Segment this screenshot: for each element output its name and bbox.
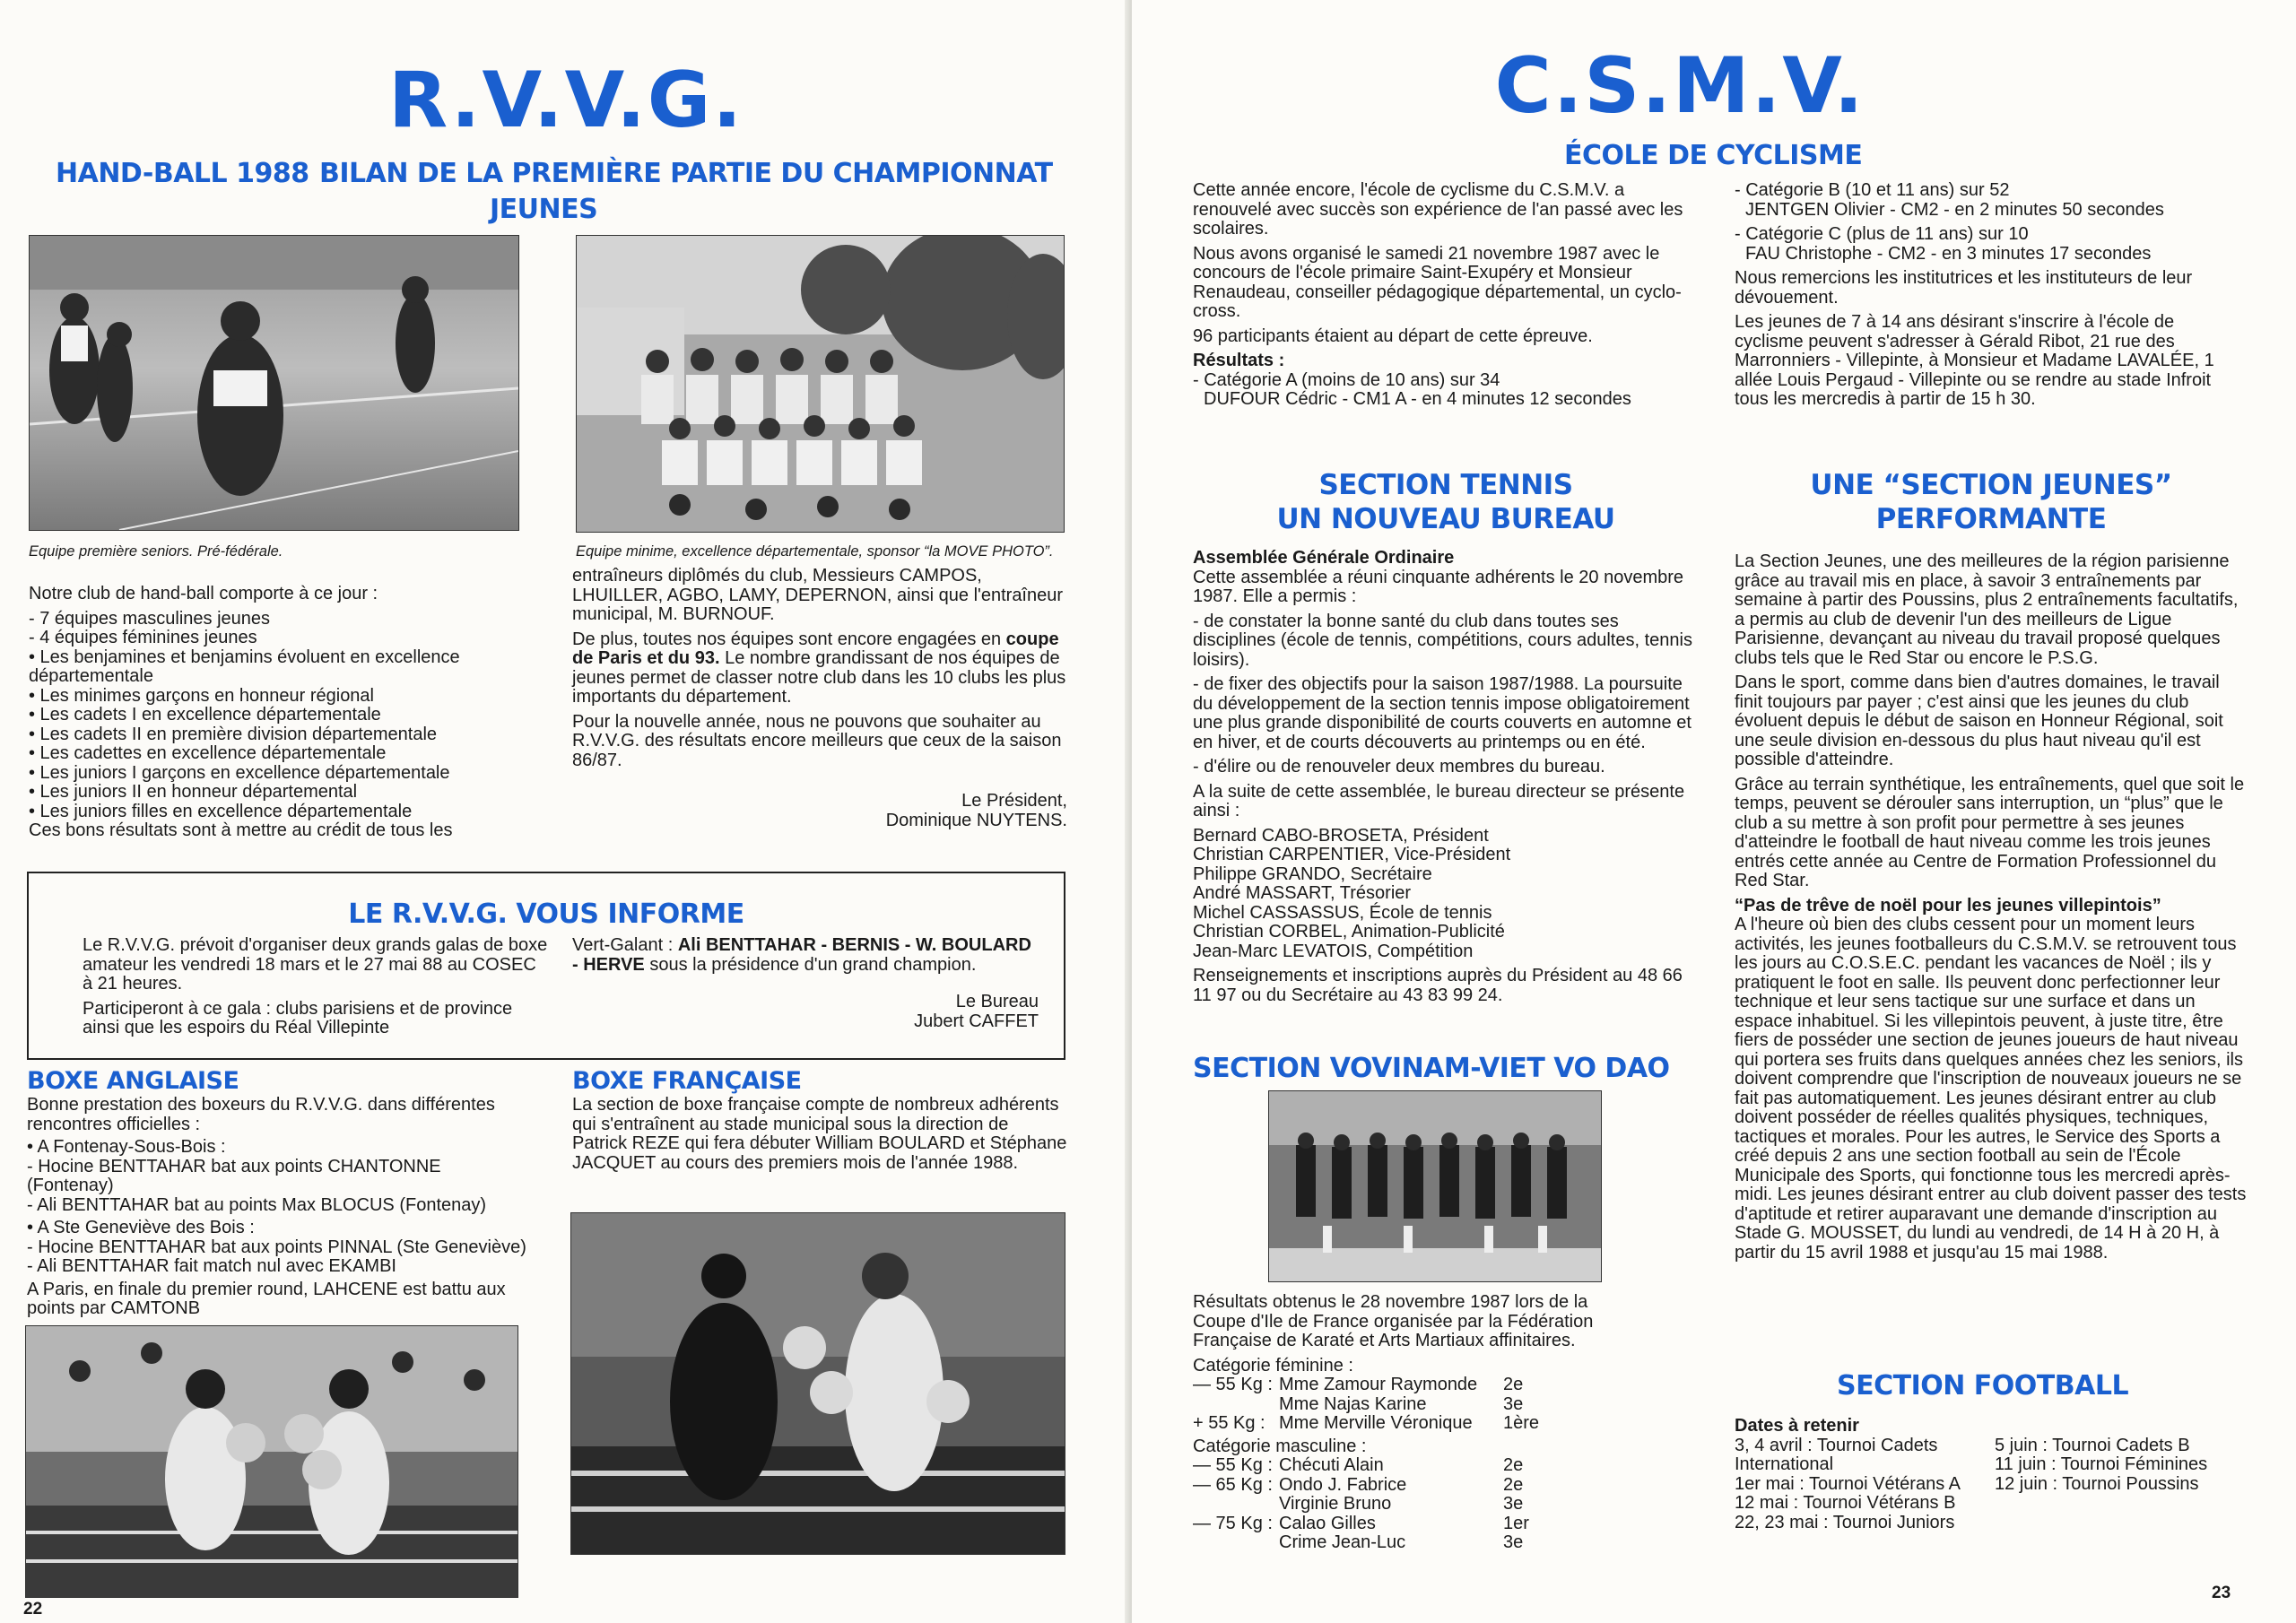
handball-signature [572,792,1067,830]
weight-class: — 65 Kg : [1193,1474,1273,1495]
athlete-name: Crime Jean-Luc [1279,1532,1406,1552]
athlete-name: Calao Gilles [1279,1513,1376,1533]
list-item: Jean-Marc LEVATOIS, Compétition [1193,941,1474,961]
boxe-anglaise-title: BOXE ANGLAISE [27,1067,239,1095]
vovinam-results-intro: Résultats obtenus le 28 novembre 1987 lors de la Coupe d'Ile de France organisée par la Fédération Française de Karaté et Arts Martiaux affinitaires. [1193,1292,1594,1350]
cyclisme-cyclocross: Nous avons organisé le samedi 21 novembre 1987 avec le concours de l'école primaire Saint-Exupéry et Monsieur Renaudeau, conseiller pédagogique départemental, un cyclo-cross. [1193,243,1682,321]
tennis-section [1193,549,1695,1011]
football-dates-col-2 [1995,1436,2255,1533]
info-vert-galant [572,936,1039,975]
list-item: 12 juin : Tournoi Poussins [1995,1473,2199,1494]
vert-galant-label: Vert-Galant : [572,935,678,955]
photo1-caption: Equipe première seniors. Pré-fédérale. [29,543,283,560]
cyclisme-registration: Les jeunes de 7 à 14 ans désirant s'inscrire à l'école de cyclisme peuvent s'adresser à Gérald Ribot, 21 rue des Marronniers - Villepinte, à Monsieur et Madame LAVALÉE, 1 allée Louis Pergaud - Villepinte ou se rendre au stade Infroit tous les mercredis à partir de 15 h 30. [1735,312,2214,409]
rank: 1er [1503,1513,1529,1533]
rvvg-info-box [27,872,1065,1060]
cyclisme-thanks: Nous remercions les institutrices et les instituteurs de leur dévouement. [1735,268,2193,308]
cyclisme-participants: 96 participants étaient au départ de cette épreuve. [1193,325,1593,346]
handball-match-photo [29,235,519,531]
boxe-francaise-title: BOXE FRANÇAISE [572,1067,802,1095]
weight-class [1193,1495,1279,1515]
boxe-anglaise-line: A Paris, en finale du premier round, LAHCENE est battu aux points par CAMTONB [27,1279,506,1318]
table-row [1193,1476,1641,1496]
info-col-1 [83,936,549,1044]
weight-class [1193,1395,1279,1415]
rank: 3e [1503,1494,1524,1514]
info-col-2 [572,936,1039,1031]
info-gala-dates: Le R.V.V.G. prévoit d'organiser deux grands galas de boxe amateur les vendredi 18 mars et le 27 mai 88 au COSEC à 21 heures. [83,935,548,994]
list-item: Bernard CABO-BROSETA, Président [1193,825,1489,846]
cyclisme-result-c-winner: FAU Christophe - CM2 - en 3 minutes 17 secondes [1745,243,2152,264]
football-dates-col-1 [1735,1436,1995,1533]
list-item: - 4 équipes féminines jeunes [29,628,257,647]
table-row [1193,1414,1641,1434]
cyclisme-column-2 [1735,181,2246,415]
list-item: 22, 23 mai : Tournoi Juniors [1735,1512,1955,1532]
football-section [1735,1417,2255,1532]
list-item: 3, 4 avril : Tournoi Cadets International [1735,1435,1938,1474]
handball-coupe-paragraph [572,630,1067,707]
info-signature [572,993,1039,1031]
tennis-title-line-2: UN NOUVEAU BUREAU [1276,503,1615,535]
table-row [1193,1376,1641,1395]
jeunes-subtitle: “Pas de trêve de noël pour les jeunes villepintois” [1735,895,2161,916]
boxe-anglaise-line: - Hocine BENTTAHAR bat aux points CHANTONNE (Fontenay) [27,1156,441,1195]
cyclisme-column-1 [1193,181,1695,410]
list-item: • Les cadets II en première division départementale [29,724,438,744]
rank: 3e [1503,1393,1524,1414]
list-item: • Les juniors II en honneur départemental [29,782,358,802]
boxing-photo-left [25,1325,518,1598]
tennis-bureau-intro: A la suite de cette assemblée, le bureau directeur se présente ainsi : [1193,781,1685,820]
csmv-title: C.S.M.V. [1494,41,1866,131]
handball-column-1 [29,585,531,846]
left-page [0,0,1132,1623]
list-item: • Les juniors I garçons en excellence départementale [29,762,450,783]
coupe-text-c: Le nombre grandissant de nos équipes de jeunes permet de classer notre club dans les 10 clubs les plus importants du département. [572,648,1066,707]
vovinam-female-label: Catégorie féminine : [1193,1355,1353,1376]
boxe-anglaise-line: - Ali BENTTAHAR fait match nul avec EKAMBI [27,1256,396,1276]
weight-class: — 75 Kg : [1193,1513,1273,1533]
list-item: - 7 équipes masculines jeunes [29,608,271,629]
rank: 3e [1503,1532,1524,1552]
athlete-name: Mme Najas Karine [1279,1393,1427,1414]
table-row [1193,1456,1641,1476]
list-item: Christian CORBEL, Animation-Publicité [1193,922,1505,942]
minime-team-image [577,236,1064,532]
handball-headline-c: JEUNES [490,194,598,225]
photo2-caption: Equipe minime, excellence départementale, sponsor “la MOVE PHOTO”. [576,543,1054,560]
cyclisme-results-label: Résultats : [1193,351,1285,370]
athlete-name: Mme Zamour Raymonde [1279,1375,1478,1394]
boxe-francaise-text: La section de boxe française compte de nombreux adhérents qui s'entraînent au stade municipal sous la direction de Patrick REZE qui fera débuter William BOULARD et Stéphane JACQUET au cours des premiers mois de l'année 1988. [572,1095,1067,1173]
vovinam-title: SECTION VOVINAM-VIET VO DAO [1193,1053,1670,1084]
list-item: • Les cadettes en excellence départementale [29,743,387,763]
athlete-name: Chécuti Alain [1279,1455,1384,1475]
list-item: André MASSART, Trésorier [1193,883,1412,903]
vovinam-section [1193,1293,1641,1553]
info-participants: Participeront à ce gala : clubs parisiens et de province ainsi que les espoirs du Réal Villepinte [83,998,513,1037]
coupe-text-a: De plus, toutes nos équipes sont encore engagées en [572,629,1006,649]
jeunes-title-line-1: UNE “SECTION JEUNES” [1810,469,2172,501]
list-item: Christian CARPENTIER, Vice-Président [1193,845,1511,864]
boxe-anglaise-line: - Ali BENTTAHAR bat au points Max BLOCUS (Fontenay) [27,1194,487,1215]
list-item: • Les benjamines et benjamins évoluent en excellence départementale [29,647,460,686]
list-item: • Les juniors filles en excellence départementale [29,801,413,821]
football-dates [1735,1436,2255,1533]
tennis-title-line-1: SECTION TENNIS [1318,469,1573,501]
boxing-photo-right [570,1212,1065,1555]
list-item: Philippe GRANDO, Secrétaire [1193,864,1432,884]
table-row [1193,1533,1641,1553]
cyclisme-intro: Cette année encore, l'école de cyclisme du C.S.M.V. a renouvelé avec succès son expérience de l'an passé avec les scolaires. [1193,180,1683,239]
boxing-right-image [571,1213,1065,1554]
football-title: SECTION FOOTBALL [1837,1370,2129,1402]
vovinam-image [1269,1091,1601,1281]
jeunes-title-line-2: PERFORMANTE [1875,503,2107,535]
list-item: • Les minimes garçons en honneur régional [29,685,374,706]
table-row [1193,1515,1641,1534]
list-item: Michel CASSASSUS, École de tennis [1193,902,1492,923]
page-number-right: 23 [2212,1584,2231,1602]
athlete-name: Mme Merville Véronique [1279,1413,1473,1433]
tennis-contact: Renseignements et inscriptions auprès du Président au 48 66 11 97 ou du Secrétaire au 43 83 99 24. [1193,966,1683,1005]
tennis-point-3: - d'élire ou de renouveler deux membres du bureau. [1193,757,1605,777]
handball-match-image [30,236,518,530]
boxe-anglaise-line: - Hocine BENTTAHAR bat aux points PINNAL (Ste Geneviève) [27,1237,526,1257]
rvvg-title: R.V.V.G. [387,56,744,145]
jeunes-paragraph-3: Grâce au terrain synthétique, les entraînements, quel que soit le temps, peuvent se dérouler sans interruption, un “plus” que le club a su mettre à son profit pour permettre à ses jeunes d'atteindre le football de haut niveau comme les trois jeunes entrés cette année au Centre de Formation Professionnel du Red Star. [1735,774,2245,890]
tennis-title [1186,468,1706,536]
weight-class: — 55 Kg : [1193,1455,1273,1475]
list-item: 12 mai : Tournoi Vétérans B [1735,1493,1956,1513]
vovinam-team-photo [1268,1090,1602,1282]
table-row [1193,1495,1641,1515]
list-item: 5 juin : Tournoi Cadets B [1995,1435,2190,1455]
rank: 2e [1503,1474,1524,1495]
signature-title: Le Président, [961,791,1067,811]
vert-galant-boxers: Ali BENTTAHAR - BERNIS - W. BOULARD - HERVE [572,935,1031,975]
rank: 2e [1503,1375,1524,1394]
cyclisme-result-a-winner: DUFOUR Cédric - CM1 A - en 4 minutes 12 secondes [1204,389,1631,409]
info-signature-title: Le Bureau [955,992,1039,1011]
football-subtitle: Dates à retenir [1735,1416,1859,1436]
tennis-point-1: - de constater la bonne santé du club dans toutes ses disciplines (école de tennis, compétitions, cours adultes, tennis loisirs). [1193,611,1692,670]
handball-wishes: Pour la nouvelle année, nous ne pouvons que souhaiter au R.V.V.G. des résultats encore meilleurs que ceux de la saison 86/87. [572,711,1062,770]
cyclisme-result-a: - Catégorie A (moins de 10 ans) sur 34 [1193,369,1500,390]
boxe-anglaise-line: • A Fontenay-Sous-Bois : [27,1137,226,1157]
minime-team-photo [576,235,1065,533]
info-signature-name: Jubert CAFFET [914,1011,1039,1031]
vert-galant-tail: sous la présidence d'un grand champion. [644,954,977,975]
boxing-left-image [26,1326,517,1597]
vovinam-male-label: Catégorie masculine : [1193,1436,1367,1456]
cyclisme-result-c: - Catégorie C (plus de 11 ans) sur 10 [1735,224,2029,244]
table-row [1193,1395,1641,1415]
jeunes-paragraph-4: A l'heure où bien des clubs cessent pour un moment leurs activités, les jeunes footballeurs du C.S.M.V. se retrouvent tous les jours au C.O.S.E.C. pendant les vacances de Noël ; ils y pratiquent le foot en salle. Ils peuvent donc perfectionner leur technique et leur sens tactique sur une surface et dans un espace inhabituel. Si les villepintois peuvent, à juste titre, être fiers de posséder une section de jeunes joueurs de haut niveau qui portera ses fruits dans quelques années chez les seniors, ils doivent comprendre que l'inscription de nouveaux joueurs ne se fait pas automatiquement. Les jeunes désirant entrer au club doivent posséder de réelles qualités physiques, techniques, tactiques et morales. Pour les autres, le Service des Sports a créé depuis 2 ans une section football au sein de l'École Municipale des Sports, qui fonctionne tous les mercredi après-midi. Les jeunes désirant entrer au club doivent passer des tests d'aptitude et retirer auparavant une demande d'inscription au Stade G. MOUSSET, du lundi au vendredi, de 14 H à 20 H, à partir du 15 avril 1988 et jusqu'au 15 mai 1988. [1735,915,2247,1263]
signature-name: Dominique NUYTENS. [885,810,1067,830]
weight-class: — 55 Kg : [1193,1375,1273,1394]
handball-tail: Ces bons résultats sont à mettre au crédit de tous les [29,820,453,840]
right-page [1132,0,2296,1623]
coupe-text-bold: coupe de Paris et du 93. [572,629,1059,668]
jeunes-paragraph-1: La Section Jeunes, une des meilleures de la région parisienne grâce au travail mis en place, à savoir 3 entraînements par semaine à partir des Poussins, plus 2 entraînements facultatifs, a permis au club de devenir l'un des meilleurs de Ligue Parisienne, devançant au niveau du travail proposé quelques clubs tels que le Red Star ou encore le P.S.G. [1735,551,2239,668]
tennis-point-2: - de fixer des objectifs pour la saison 1987/1988. La poursuite du développement de la section tennis impose obligatoirement une plus grande disponibilité de courts couverts en automne et en hiver, et de courts découverts au printemps ou en été. [1193,674,1692,752]
jeunes-section [1735,552,2248,1268]
info-title: LE R.V.V.G. VOUS INFORME [348,898,744,930]
tennis-members-list [1193,827,1695,962]
list-item: 11 juin : Tournoi Féminines [1995,1454,2208,1474]
handball-intro: Notre club de hand-ball comporte à ce jour : [29,584,378,603]
boxe-anglaise-line: • A Ste Geneviève des Bois : [27,1218,255,1237]
list-item: 1er mai : Tournoi Vétérans A [1735,1473,1961,1494]
cyclisme-result-b-winner: JENTGEN Olivier - CM2 - en 2 minutes 50 secondes [1745,199,2164,220]
jeunes-title [1731,468,2251,536]
tennis-assembly: Cette assemblée a réuni cinquante adhérents le 20 novembre 1987. Elle a permis : [1193,567,1684,606]
handball-headline-a: HAND-BALL 1988 [56,158,309,189]
rank: 2e [1503,1455,1524,1475]
handball-column-2 [572,567,1067,830]
boxe-anglaise-line: Bonne prestation des boxeurs du R.V.V.G. dans différentes rencontres officielles : [27,1095,495,1134]
handball-teams-list [29,610,531,822]
cyclisme-title: ÉCOLE DE CYCLISME [1564,140,1863,171]
cyclisme-result-b: - Catégorie B (10 et 11 ans) sur 52 [1735,180,2010,200]
list-item: • Les cadets I en excellence départementale [29,705,381,725]
handball-coaches: entraîneurs diplômés du club, Messieurs CAMPOS, LHUILLER, AGBO, LAMY, DEPERNON, ainsi que l'entraîneur municipal, M. BURNOUF. [572,566,1064,624]
weight-class: + 55 Kg : [1193,1413,1265,1433]
rank: 1ère [1503,1413,1540,1433]
athlete-name: Ondo J. Fabrice [1279,1474,1407,1495]
tennis-subtitle: Assemblée Générale Ordinaire [1193,548,1455,568]
boxe-anglaise-text [27,1096,529,1319]
jeunes-paragraph-2: Dans le sport, comme dans bien d'autres domaines, le travail finit toujours par payer ; c'est ainsi que les jeunes du club évoluent depuis le début de saison en Honneur Régional, soit une seule division en-dessous du plus haut niveau qu'il est possible d'atteindre. [1735,673,2223,769]
handball-headline-b: BILAN DE LA PREMIÈRE PARTIE DU CHAMPIONNAT [319,158,1053,189]
athlete-name: Virginie Bruno [1279,1494,1392,1514]
weight-class [1193,1533,1279,1553]
page-number-left: 22 [23,1600,43,1619]
